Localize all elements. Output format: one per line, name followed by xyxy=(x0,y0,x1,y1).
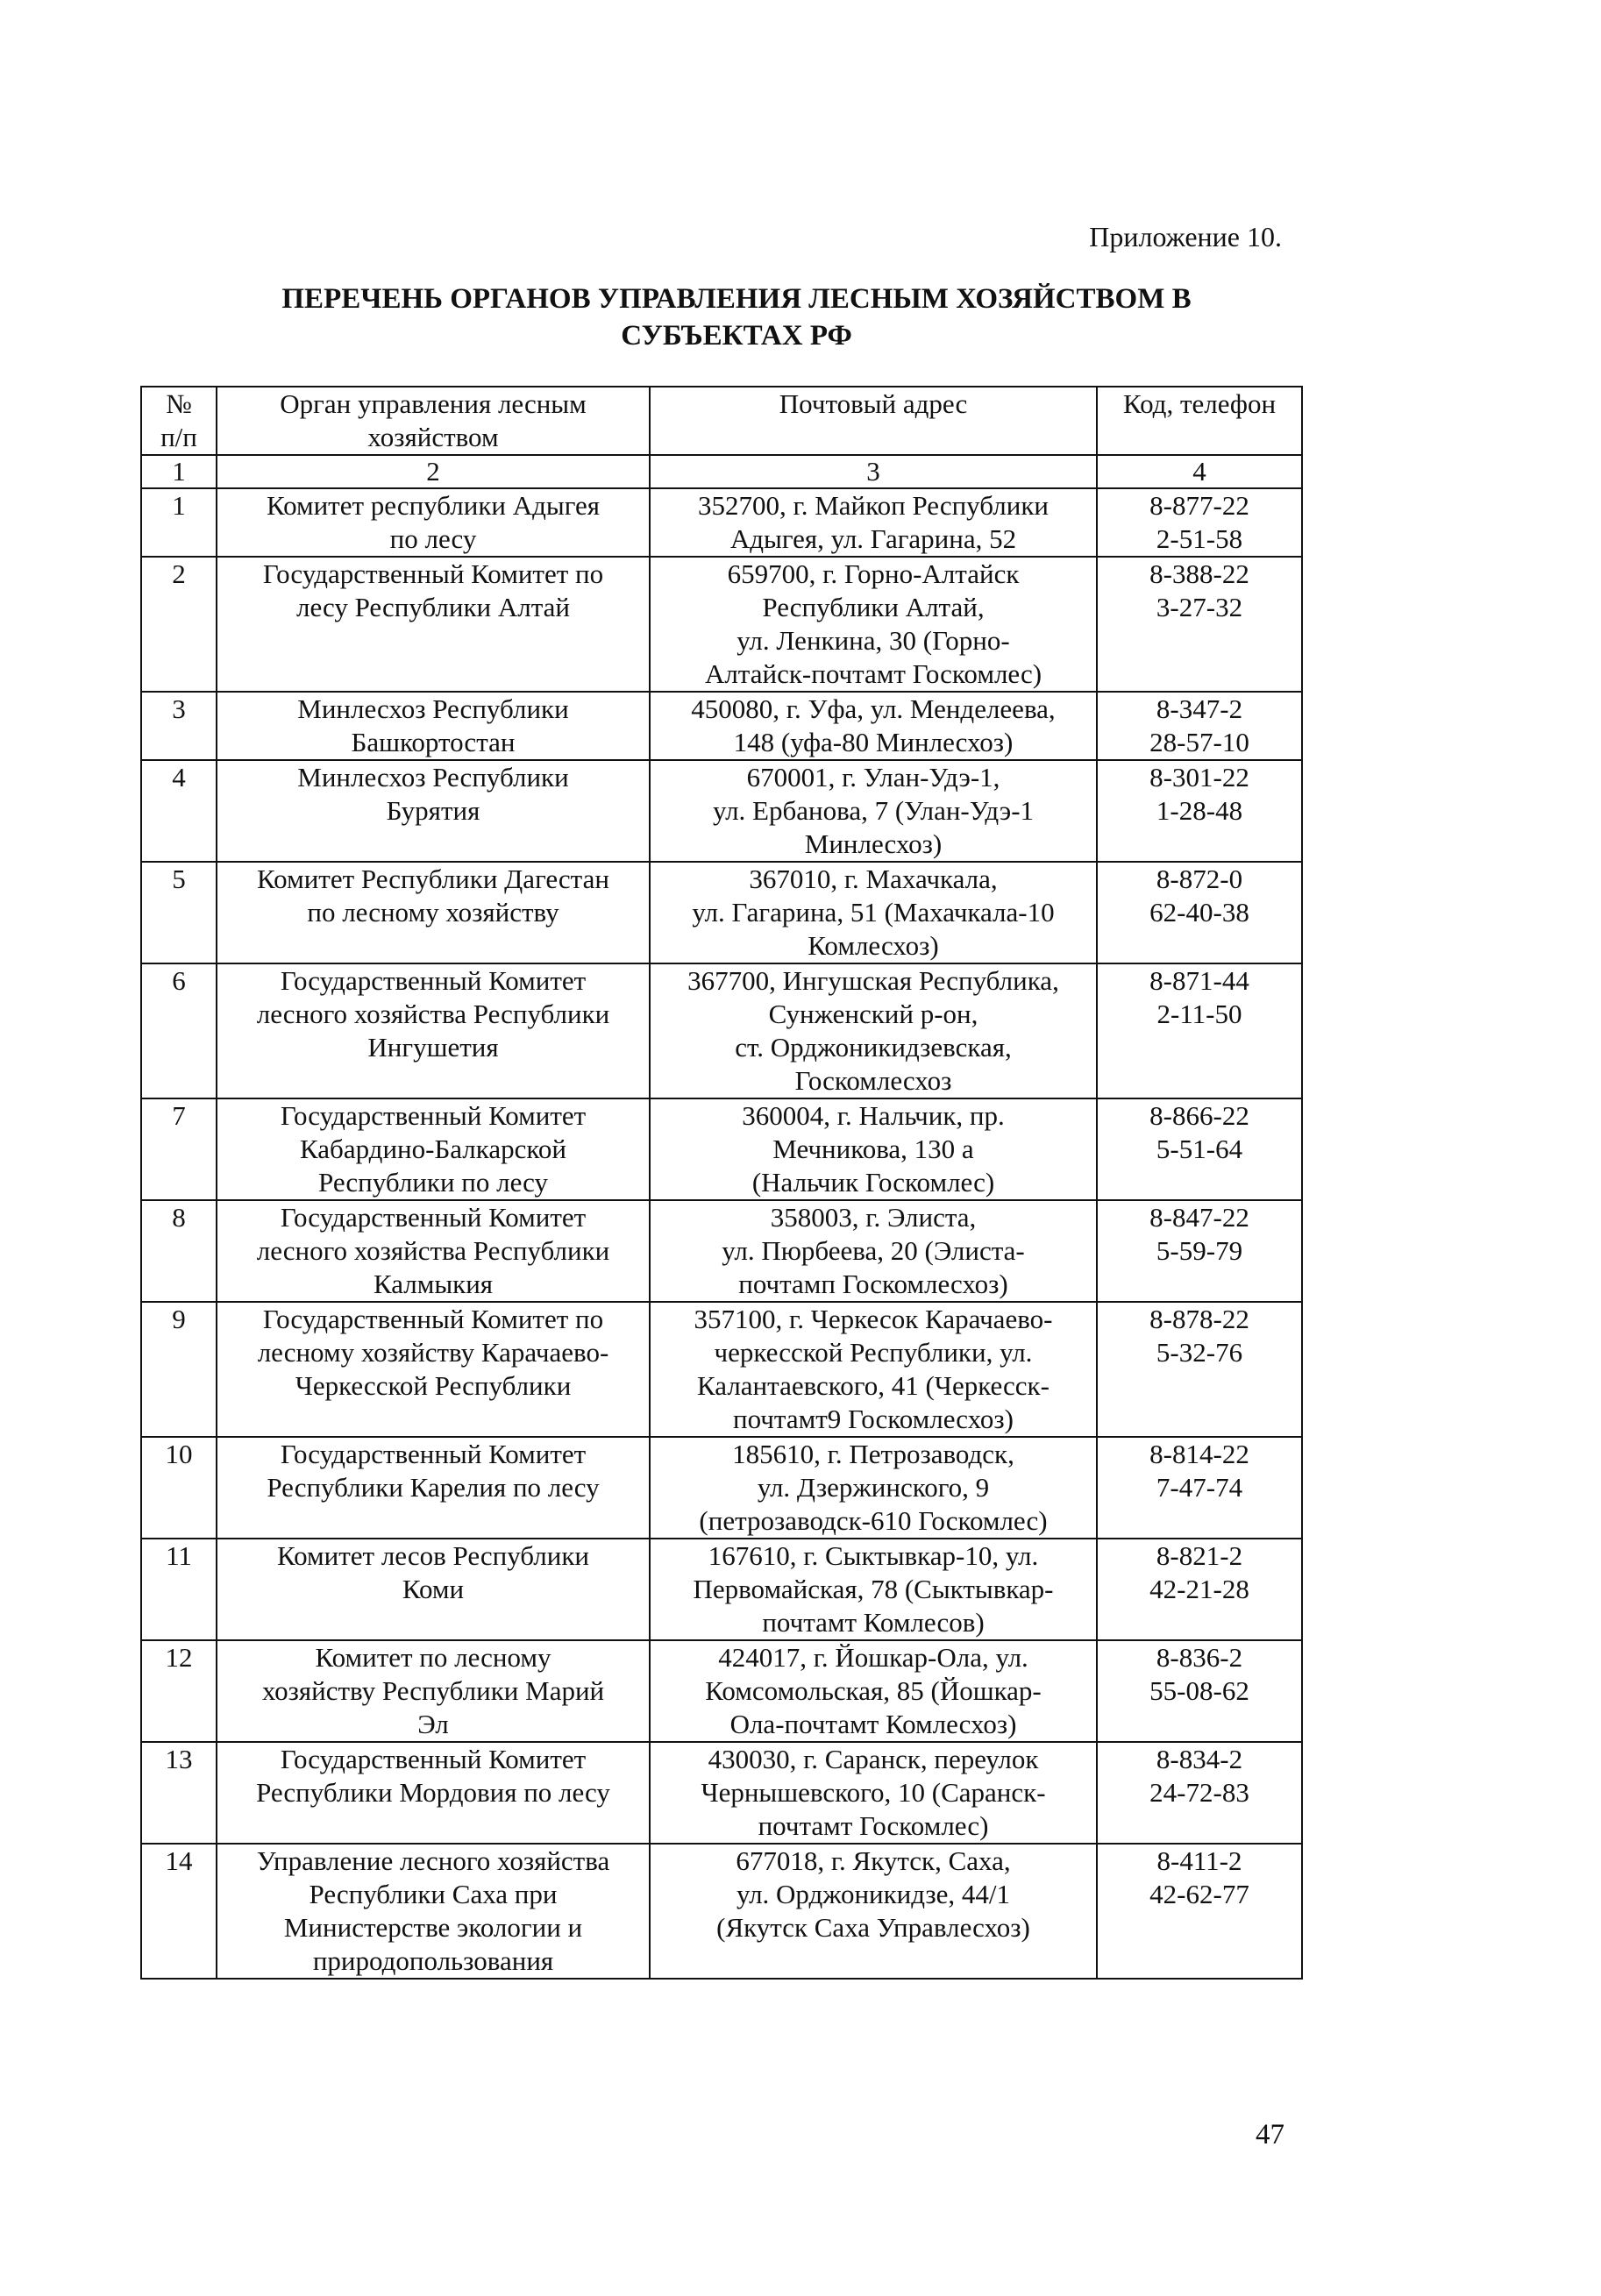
phone-code-cell xyxy=(1097,1200,1302,1302)
postal-address-cell xyxy=(650,557,1097,692)
phone-code-cell-line: 42-62-77 xyxy=(1149,1879,1249,1909)
row-number-cell: 14 xyxy=(141,1844,217,1979)
postal-address-cell-line: (Нальчик Госкомлес) xyxy=(751,1167,995,1198)
postal-address-cell xyxy=(650,488,1097,557)
postal-address-cell xyxy=(650,1844,1097,1979)
phone-code-cell-line: 8-821-2 xyxy=(1156,1540,1243,1571)
phone-code-cell-line: 8-834-2 xyxy=(1156,1744,1243,1774)
phone-code-cell-line: 3-27-32 xyxy=(1156,592,1243,622)
postal-address-cell-line: Сунженский р-он, xyxy=(768,999,978,1029)
org-name-cell-line: природопользования xyxy=(312,1945,554,1976)
postal-address-cell xyxy=(650,1742,1097,1844)
phone-code-cell xyxy=(1097,557,1302,692)
header-num xyxy=(141,387,217,455)
table-row xyxy=(141,1539,1302,1640)
postal-address-cell-line: 450080, г. Уфа, ул. Менделеева, xyxy=(691,693,1056,724)
phone-code-cell-line: 24-72-83 xyxy=(1149,1777,1249,1808)
phone-code-cell xyxy=(1097,963,1302,1098)
title-line-2: СУБЪЕКТАХ РФ xyxy=(621,320,852,352)
table-row xyxy=(141,692,1302,760)
phone-code-cell-line: 42-21-28 xyxy=(1149,1574,1249,1604)
phone-code-cell xyxy=(1097,1742,1302,1844)
postal-address-cell-line: Республики Алтай, xyxy=(762,592,985,622)
org-name-cell-line: Государственный Комитет по xyxy=(262,1304,604,1334)
postal-address-cell-line: 357100, г. Черкесок Карачаево- xyxy=(694,1304,1053,1334)
org-name-cell-line: по лесному хозяйству xyxy=(307,897,559,928)
table-row xyxy=(141,557,1302,692)
postal-address-cell-line: ул. Пюрбеева, 20 (Элиста- xyxy=(722,1235,1025,1266)
column-number: 1 xyxy=(141,455,217,488)
postal-address-cell-line: Адыгея, ул. Гагарина, 52 xyxy=(729,523,1017,554)
org-name-cell xyxy=(217,1640,650,1742)
table-row xyxy=(141,1640,1302,1742)
phone-code-cell-line: 1-28-48 xyxy=(1156,795,1243,826)
phone-code-cell-line: 8-814-22 xyxy=(1149,1439,1249,1469)
phone-code-cell-line: 55-08-62 xyxy=(1149,1675,1249,1706)
column-number: 3 xyxy=(650,455,1097,488)
phone-code-cell-line: 8-836-2 xyxy=(1156,1642,1243,1673)
phone-code-cell-line: 8-301-22 xyxy=(1149,762,1249,793)
postal-address-cell-line: 358003, г. Элиста, xyxy=(770,1202,977,1233)
row-number-cell: 9 xyxy=(141,1302,217,1437)
postal-address-cell-line: ул. Орджоникидзе, 44/1 xyxy=(736,1879,1011,1909)
phone-code-cell-line: 8-872-0 xyxy=(1156,864,1243,894)
phone-code-cell xyxy=(1097,862,1302,963)
phone-code-cell-line: 8-878-22 xyxy=(1149,1304,1249,1334)
row-number-cell: 5 xyxy=(141,862,217,963)
header-org xyxy=(217,387,650,455)
phone-code-cell-line: 8-871-44 xyxy=(1149,965,1249,996)
postal-address-cell-line: 659700, г. Горно-Алтайск xyxy=(727,558,1020,589)
org-name-cell-line: Коми xyxy=(402,1574,465,1604)
table-header-row xyxy=(141,387,1302,455)
appendix-label: Приложение 10. xyxy=(1089,221,1282,252)
postal-address-cell-line: 670001, г. Улан-Удэ-1, xyxy=(746,762,1000,793)
org-name-cell-line: Кабардино-Балкарской xyxy=(300,1134,566,1164)
postal-address-cell xyxy=(650,760,1097,862)
postal-address-cell xyxy=(650,963,1097,1098)
phone-code-cell xyxy=(1097,1437,1302,1539)
postal-address-cell-line: Госкомлесхоз xyxy=(794,1065,952,1096)
table-row xyxy=(141,1742,1302,1844)
phone-code-cell xyxy=(1097,1640,1302,1742)
org-name-cell-line: Башкортостан xyxy=(351,727,516,757)
postal-address-cell xyxy=(650,1098,1097,1200)
org-name-cell xyxy=(217,1302,650,1437)
org-name-cell-line: Калмыкия xyxy=(373,1269,494,1299)
postal-address-cell-line: 677018, г. Якутск, Саха, xyxy=(736,1845,1011,1876)
postal-address-cell-line: (Якутск Саха Управлесхоз) xyxy=(716,1912,1030,1943)
row-number-cell: 1 xyxy=(141,488,217,557)
postal-address-cell-line: 430030, г. Саранск, переулок xyxy=(708,1744,1039,1774)
org-name-cell-line: Минлесхоз Республики xyxy=(297,762,569,793)
postal-address-cell xyxy=(650,1437,1097,1539)
row-number-cell: 12 xyxy=(141,1640,217,1742)
postal-address-cell-line: Калантаевского, 41 (Черкесск- xyxy=(697,1370,1050,1401)
row-number-cell: 8 xyxy=(141,1200,217,1302)
postal-address-cell-line: ст. Орджоникидзевская, xyxy=(735,1032,1012,1063)
org-name-cell-line: Министерстве экологии и xyxy=(283,1912,583,1943)
header-org-line: хозяйством xyxy=(367,422,499,452)
table-row xyxy=(141,862,1302,963)
org-name-cell-line: Комитет лесов Республики xyxy=(276,1540,589,1571)
page-number: 47 xyxy=(1256,2119,1284,2150)
phone-code-cell-line: 8-877-22 xyxy=(1149,490,1249,521)
row-number-cell: 13 xyxy=(141,1742,217,1844)
phone-code-cell-line: 5-32-76 xyxy=(1156,1337,1243,1368)
postal-address-cell-line: почтамт9 Госкомлесхоз) xyxy=(733,1404,1014,1434)
org-name-cell-line: хозяйству Республики Марий xyxy=(261,1675,605,1706)
table-row xyxy=(141,1302,1302,1437)
table-row xyxy=(141,963,1302,1098)
org-name-cell-line: Эл xyxy=(417,1709,449,1739)
postal-address-cell-line: 424017, г. Йошкар-Ола, ул. xyxy=(718,1642,1028,1673)
phone-code-cell-line: 8-411-2 xyxy=(1156,1845,1242,1876)
table-row xyxy=(141,1098,1302,1200)
org-name-cell xyxy=(217,1844,650,1979)
org-name-cell xyxy=(217,1539,650,1640)
org-name-cell xyxy=(217,488,650,557)
org-name-cell xyxy=(217,963,650,1098)
org-name-cell-line: Государственный Комитет xyxy=(280,1744,587,1774)
org-name-cell-line: лесному хозяйству Карачаево- xyxy=(257,1337,609,1368)
postal-address-cell-line: Чернышевского, 10 (Саранск- xyxy=(701,1777,1046,1808)
org-name-cell-line: Республики Карелия по лесу xyxy=(267,1472,600,1503)
row-number-cell: 6 xyxy=(141,963,217,1098)
table-row xyxy=(141,1844,1302,1979)
header-num-line: № xyxy=(166,388,192,419)
phone-code-cell xyxy=(1097,1302,1302,1437)
postal-address-cell-line: 360004, г. Нальчик, пр. xyxy=(742,1100,1005,1131)
postal-address-cell xyxy=(650,692,1097,760)
org-name-cell-line: Управление лесного хозяйства xyxy=(256,1845,610,1876)
postal-address-cell-line: 185610, г. Петрозаводск, xyxy=(732,1439,1014,1469)
table-body xyxy=(141,488,1302,1979)
org-name-cell-line: Комитет по лесному xyxy=(315,1642,551,1673)
title-line-1: ПЕРЕЧЕНЬ ОРГАНОВ УПРАВЛЕНИЯ ЛЕСНЫМ ХОЗЯЙСТВОМ В xyxy=(281,283,1192,315)
table-row xyxy=(141,1437,1302,1539)
phone-code-cell xyxy=(1097,1844,1302,1979)
phone-code-cell-line: 7-47-74 xyxy=(1156,1472,1243,1503)
org-name-cell xyxy=(217,1098,650,1200)
org-name-cell-line: Республики Саха при xyxy=(309,1879,558,1909)
org-name-cell xyxy=(217,557,650,692)
phone-code-cell xyxy=(1097,1539,1302,1640)
org-name-cell xyxy=(217,760,650,862)
org-name-cell-line: Республики по лесу xyxy=(318,1167,548,1198)
phone-code-cell-line: 8-866-22 xyxy=(1149,1100,1249,1131)
postal-address-cell-line: Первомайская, 78 (Сыктывкар- xyxy=(693,1574,1054,1604)
org-name-cell-line: Комитет республики Адыгея xyxy=(266,490,601,521)
postal-address-cell-line: черкесской Республики, ул. xyxy=(714,1337,1033,1368)
table-row xyxy=(141,760,1302,862)
postal-address-cell-line: Комсомольская, 85 (Йошкар- xyxy=(705,1675,1042,1706)
org-name-cell-line: Государственный Комитет xyxy=(280,965,587,996)
header-phone-line: Код, телефон xyxy=(1122,388,1277,419)
header-phone xyxy=(1097,387,1302,455)
postal-address-cell-line: почтамт Госкомлес) xyxy=(758,1810,989,1841)
phone-code-cell-line: 28-57-10 xyxy=(1149,727,1249,757)
org-name-cell-line: Бурятия xyxy=(386,795,480,826)
row-number-cell: 3 xyxy=(141,692,217,760)
org-name-cell-line: по лесу xyxy=(389,523,477,554)
org-name-cell-line: Республики Мордовия по лесу xyxy=(256,1777,610,1808)
postal-address-cell-line: Минлесхоз) xyxy=(804,828,943,859)
postal-address-cell xyxy=(650,1640,1097,1742)
phone-code-cell-line: 8-347-2 xyxy=(1156,693,1243,724)
org-name-cell xyxy=(217,692,650,760)
phone-code-cell-line: 5-59-79 xyxy=(1156,1235,1243,1266)
postal-address-cell-line: Мечникова, 130 а xyxy=(772,1134,974,1164)
postal-address-cell-line: 352700, г. Майкоп Республики xyxy=(698,490,1049,521)
postal-address-cell xyxy=(650,1539,1097,1640)
postal-address-cell-line: ул. Дзержинского, 9 xyxy=(757,1472,990,1503)
postal-address-cell-line: 167610, г. Сыктывкар-10, ул. xyxy=(708,1540,1039,1571)
phone-code-cell-line: 5-51-64 xyxy=(1156,1134,1243,1164)
postal-address-cell-line: Ола-почтамт Комлесхоз) xyxy=(729,1709,1017,1739)
org-name-cell-line: лесу Республики Алтай xyxy=(296,592,570,622)
phone-code-cell xyxy=(1097,1098,1302,1200)
org-name-cell-line: Государственный Комитет xyxy=(280,1202,587,1233)
phone-code-cell-line: 2-11-50 xyxy=(1156,999,1242,1029)
postal-address-cell xyxy=(650,862,1097,963)
org-name-cell xyxy=(217,862,650,963)
postal-address-cell-line: 148 (уфа-80 Минлесхоз) xyxy=(733,727,1014,757)
row-number-cell: 7 xyxy=(141,1098,217,1200)
phone-code-cell-line: 2-51-58 xyxy=(1156,523,1243,554)
postal-address-cell-line: Алтайск-почтамт Госкомлес) xyxy=(704,658,1042,689)
org-name-cell-line: Минлесхоз Республики xyxy=(297,693,569,724)
phone-code-cell xyxy=(1097,488,1302,557)
phone-code-cell-line: 8-388-22 xyxy=(1149,558,1249,589)
postal-address-cell-line: ул. Ербанова, 7 (Улан-Удэ-1 xyxy=(712,795,1035,826)
column-number: 4 xyxy=(1097,455,1302,488)
header-address xyxy=(650,387,1097,455)
header-address-line: Почтовый адрес xyxy=(779,388,968,419)
column-number-row xyxy=(141,455,1302,488)
header-num-line: п/п xyxy=(160,422,197,452)
org-name-cell xyxy=(217,1437,650,1539)
phone-code-cell-line: 8-847-22 xyxy=(1149,1202,1249,1233)
postal-address-cell xyxy=(650,1200,1097,1302)
org-name-cell-line: Государственный Комитет xyxy=(280,1439,587,1469)
org-name-cell xyxy=(217,1742,650,1844)
row-number-cell: 10 xyxy=(141,1437,217,1539)
postal-address-cell-line: 367010, г. Махачкала, xyxy=(749,864,998,894)
org-name-cell xyxy=(217,1200,650,1302)
postal-address-cell-line: почтамт Комлесов) xyxy=(762,1607,985,1638)
forestry-authorities-table xyxy=(140,386,1303,1980)
row-number-cell: 4 xyxy=(141,760,217,862)
phone-code-cell-line: 62-40-38 xyxy=(1149,897,1249,928)
row-number-cell: 2 xyxy=(141,557,217,692)
document-title xyxy=(175,281,1298,354)
postal-address-cell-line: 367700, Ингушская Республика, xyxy=(687,965,1059,996)
org-name-cell-line: Государственный Комитет xyxy=(280,1100,587,1131)
org-name-cell-line: лесного хозяйства Республики xyxy=(256,999,610,1029)
postal-address-cell-line: ул. Ленкина, 30 (Горно- xyxy=(736,625,1010,656)
org-name-cell-line: лесного хозяйства Республики xyxy=(256,1235,610,1266)
postal-address-cell xyxy=(650,1302,1097,1437)
postal-address-cell-line: Комлесхоз) xyxy=(808,930,939,961)
row-number-cell: 11 xyxy=(141,1539,217,1640)
postal-address-cell-line: ул. Гагарина, 51 (Махачкала-10 xyxy=(692,897,1055,928)
org-name-cell-line: Комитет Республики Дагестан xyxy=(257,864,609,894)
table-row xyxy=(141,1200,1302,1302)
postal-address-cell-line: (петрозаводск-610 Госкомлес) xyxy=(699,1505,1048,1536)
table-row xyxy=(141,488,1302,557)
org-name-cell-line: Государственный Комитет по xyxy=(262,558,604,589)
postal-address-cell-line: почтамп Госкомлесхоз) xyxy=(738,1269,1008,1299)
phone-code-cell xyxy=(1097,760,1302,862)
column-number: 2 xyxy=(217,455,650,488)
org-name-cell-line: Черкесской Республики xyxy=(295,1370,572,1401)
org-name-cell-line: Ингушетия xyxy=(367,1032,499,1063)
header-org-line: Орган управления лесным xyxy=(280,388,587,419)
phone-code-cell xyxy=(1097,692,1302,760)
